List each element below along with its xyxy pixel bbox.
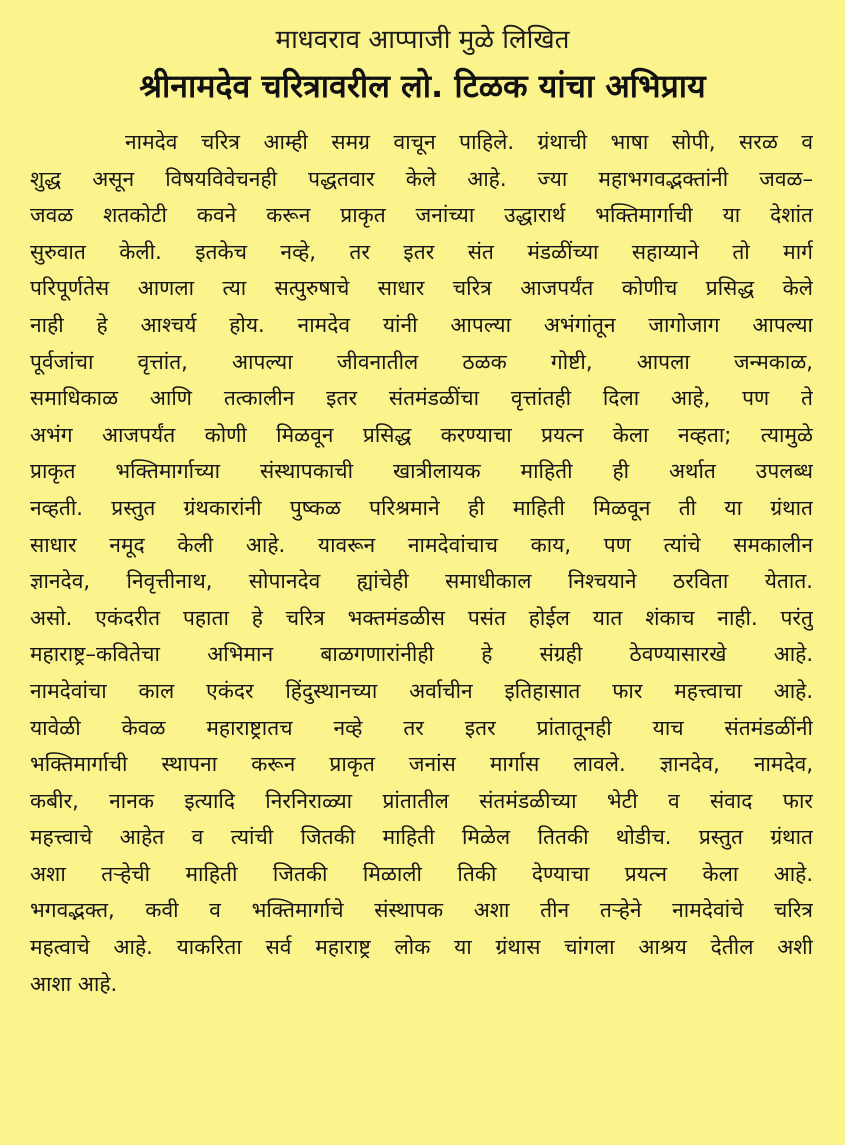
text-line: भगवद्भक्त, कवी व भक्तिमार्गाचे संस्थापक अशा तीन तऱ्हेने नामदेवांचे चरित्र: [30, 898, 813, 923]
text-line: अभंग आजपर्यंत कोणी मिळवून प्रसिद्ध करण्याचा प्रयत्न केला नव्हता; त्यामुळे: [30, 422, 813, 447]
text-line: नामदेव चरित्र आम्ही समग्र वाचून पाहिले. ग्रंथाची भाषा सोपी, सरळ व: [125, 130, 813, 154]
text-line: जवळ शतकोटी कवने करून प्राकृत जनांच्या उद्धारार्थ भक्तिमार्गाची या देशांत: [30, 203, 813, 228]
page-title: श्रीनामदेव चरित्रावरील लो. टिळक यांचा अभिप्राय: [139, 67, 706, 105]
text-line: सुरुवात केली. इतकेच नव्हे, तर इतर संत मंडळींच्या सहाय्याने तो मार्ग: [30, 239, 813, 264]
text-line: यावेळी केवळ महाराष्ट्रातच नव्हे तर इतर प्रांतातूनही याच संतमंडळींनी: [30, 715, 813, 740]
text-line: अशा तऱ्हेची माहिती जितकी मिळाली तिकी देण्याचा प्रयत्न केला आहे.: [30, 861, 813, 886]
text-line: नामदेवांचा काल एकंदर हिंदुस्थानच्या अर्वाचीन इतिहासात फार महत्त्वाचा आहे.: [30, 678, 813, 703]
body-text: [30, 124, 813, 1002]
text-line: भक्तिमार्गाची स्थापना करून प्राकृत जनांस मार्गास लावले. ज्ञानदेव, नामदेव,: [30, 752, 813, 777]
author-line: माधवराव आप्पाजी मुळे लिखित: [275, 25, 570, 55]
text-line: आशा आहे.: [30, 971, 118, 996]
text-line: साधार नमूद केली आहे. यावरून नामदेवांचाच काय, पण त्यांचे समकालीन: [30, 532, 813, 557]
text-line: असो. एकंदरीत पहाता हे चरित्र भक्तमंडळीस पसंत होईल यात शंकाच नाही. परंतु: [30, 605, 813, 630]
text-line: नाही हे आश्चर्य होय. नामदेव यांनी आपल्या अभंगांतून जागोजाग आपल्या: [30, 312, 813, 337]
text-line: शुद्ध असून विषयविवेचनही पद्धतवार केले आहे. ज्या महाभगवद्भक्तांनी जवळ–: [30, 166, 813, 191]
text-line: ज्ञानदेव, निवृत्तीनाथ, सोपानदेव ह्यांचेही समाधीकाल निश्चयाने ठरविता येतात.: [30, 569, 813, 594]
text-line: महत्त्वाचे आहेत व त्यांची जितकी माहिती मिळेल तितकी थोडीच. प्रस्तुत ग्रंथात: [30, 825, 813, 850]
text-line: नव्हती. प्रस्तुत ग्रंथकारांनी पुष्कळ परिश्रमाने ही माहिती मिळवून ती या ग्रंथात: [30, 495, 813, 520]
text-line: समाधिकाळ आणि तत्कालीन इतर संतमंडळींचा वृत्तांतही दिला आहे, पण ते: [30, 386, 813, 411]
text-line: महत्वाचे आहे. याकरिता सर्व महाराष्ट्र लोक या ग्रंथास चांगला आश्रय देतील अशी: [30, 935, 813, 960]
text-line: परिपूर्णतेस आणला त्या सत्पुरुषाचे साधार चरित्र आजपर्यंत कोणीच प्रसिद्ध केले: [30, 276, 813, 301]
text-line: पूर्वजांचा वृत्तांत, आपल्या जीवनातील ठळक गोष्टी, आपला जन्मकाळ,: [30, 349, 813, 374]
text-line: कबीर, नानक इत्यादि निरनिराळ्या प्रांतातील संतमंडळीच्या भेटी व संवाद फार: [30, 788, 813, 813]
text-line: महाराष्ट्र–कवितेचा अभिमान बाळगणारांनीही हे संग्रही ठेवण्यासारखे आहे.: [30, 642, 813, 667]
text-line: प्राकृत भक्तिमार्गाच्या संस्थापकाची खात्रीलायक माहिती ही अर्थात उपलब्ध: [30, 459, 813, 484]
